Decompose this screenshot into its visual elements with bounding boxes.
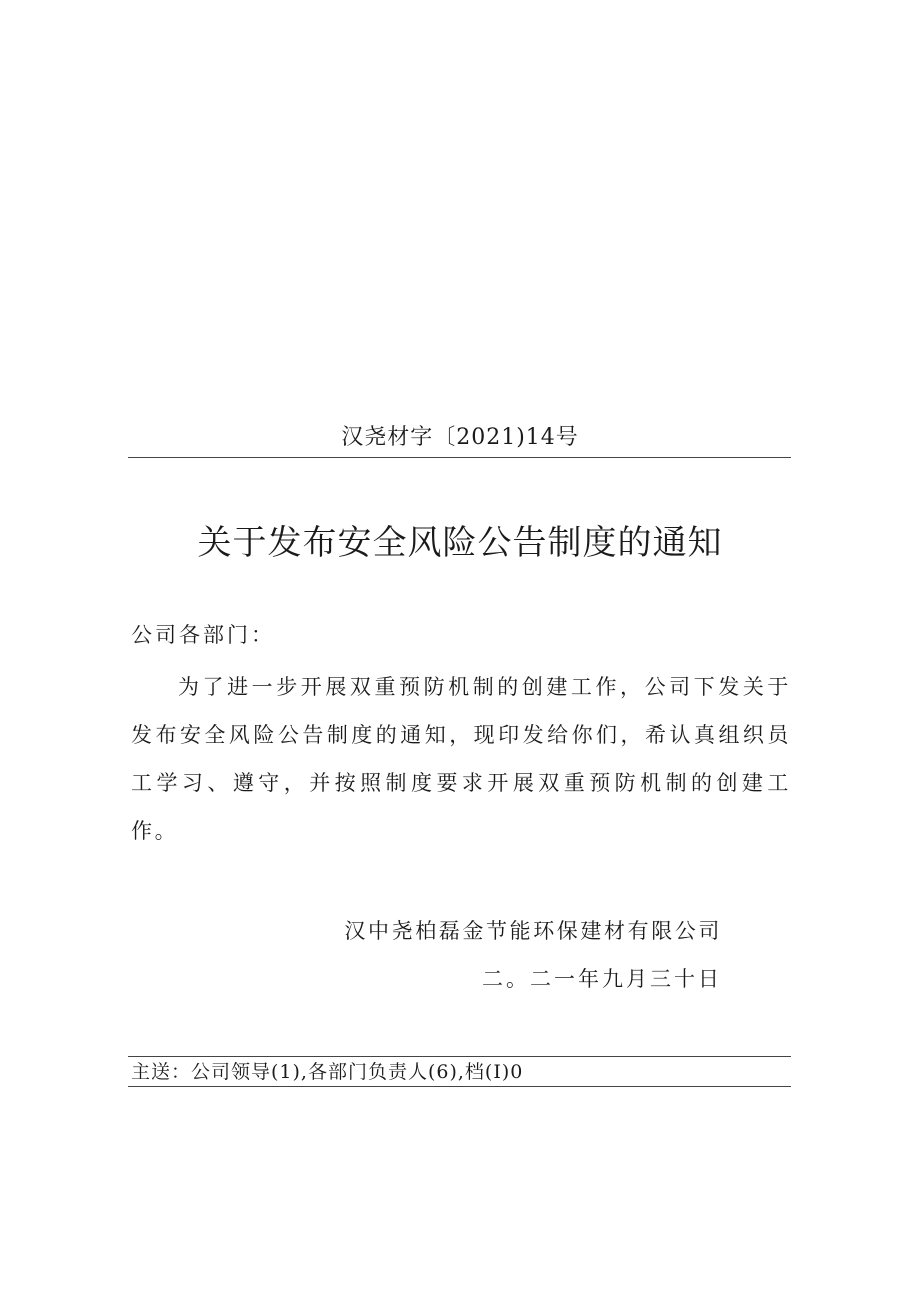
distribution-line: 主送：公司领导(1),各部门负责人(6),档(I)0 [131,1061,524,1083]
notice-body-paragraph: 为了进一步开展双重预防机制的创建工作，公司下发关于发布安全风险公告制度的通知，现印发给你们，希认真组织员工学习、遵守，并按照制度要求开展双重预防机制的创建工作。 [131,675,791,843]
cc-top-divider [128,1056,791,1057]
signature-company: 汉中尧柏磊金节能环保建材有限公司 [344,919,722,943]
signature-date: 二。二一年九月三十日 [482,967,722,991]
cc-bottom-divider [128,1086,791,1087]
header-divider [128,457,791,458]
salutation: 公司各部门： [131,623,275,647]
document-number: 汉尧材字〔2021)14号 [341,425,579,450]
notice-title: 关于发布安全风险公告制度的通知 [197,523,723,563]
